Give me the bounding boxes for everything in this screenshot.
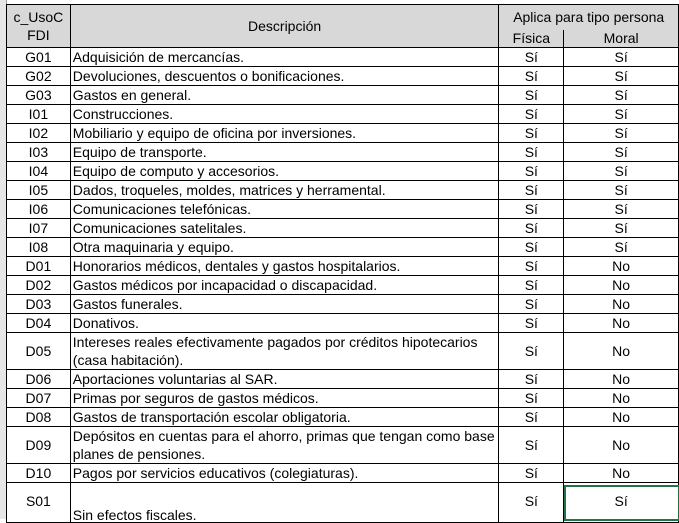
- table-row: [7, 276, 679, 295]
- moral-cell[interactable]: Sí: [564, 48, 679, 67]
- description-cell[interactable]: Primas por seguros de gastos médicos.: [70, 389, 499, 408]
- applies-group-header-label: Aplica para tipo persona: [513, 8, 665, 25]
- description-cell[interactable]: Otra maquinaria y equipo.: [70, 238, 499, 257]
- description-cell[interactable]: Dados, troqueles, moldes, matrices y herramental.: [70, 181, 499, 200]
- moral-cell[interactable]: Sí: [564, 181, 679, 200]
- description-cell[interactable]: Pagos por servicios educativos (colegiaturas).: [70, 464, 499, 483]
- moral-cell[interactable]: Sí: [564, 200, 679, 219]
- code-cell[interactable]: G02: [7, 67, 71, 86]
- description-cell[interactable]: Construcciones.: [70, 105, 499, 124]
- description-cell[interactable]: Intereses reales efectivamente pagados por créditos hipotecarios (casa habitación).: [70, 333, 499, 370]
- table-row: [7, 408, 679, 427]
- code-cell[interactable]: I06: [7, 200, 71, 219]
- description-cell[interactable]: Gastos en general.: [70, 86, 499, 105]
- table-row: [7, 124, 679, 143]
- description-cell[interactable]: Devoluciones, descuentos o bonificaciones.: [70, 67, 499, 86]
- table-row: [7, 143, 679, 162]
- code-cell[interactable]: D04: [7, 314, 71, 333]
- moral-cell[interactable]: Sí: [564, 105, 679, 124]
- fisica-cell[interactable]: Sí: [499, 238, 564, 257]
- moral-cell[interactable]: Sí: [564, 124, 679, 143]
- fisica-cell[interactable]: Sí: [499, 370, 564, 389]
- table-row: [7, 427, 679, 464]
- moral-cell[interactable]: No: [564, 427, 679, 464]
- table-row: [7, 295, 679, 314]
- moral-cell[interactable]: Sí: [564, 483, 679, 523]
- fisica-cell[interactable]: Sí: [499, 464, 564, 483]
- code-cell[interactable]: D02: [7, 276, 71, 295]
- moral-cell[interactable]: No: [564, 389, 679, 408]
- description-cell[interactable]: Gastos funerales.: [70, 295, 499, 314]
- code-cell[interactable]: D09: [7, 427, 71, 464]
- moral-cell[interactable]: Sí: [564, 86, 679, 105]
- code-cell[interactable]: G03: [7, 86, 71, 105]
- code-cell[interactable]: I05: [7, 181, 71, 200]
- table-row: [7, 67, 679, 86]
- table-row: [7, 181, 679, 200]
- description-cell[interactable]: Mobiliario y equipo de oficina por inversiones.: [70, 124, 499, 143]
- code-cell[interactable]: I04: [7, 162, 71, 181]
- moral-cell[interactable]: Sí: [564, 143, 679, 162]
- description-cell[interactable]: Sin efectos fiscales.: [70, 483, 499, 523]
- code-cell[interactable]: D08: [7, 408, 71, 427]
- table-row: [7, 238, 679, 257]
- fisica-cell[interactable]: Sí: [499, 86, 564, 105]
- fisica-cell[interactable]: Sí: [499, 314, 564, 333]
- moral-cell[interactable]: Sí: [564, 238, 679, 257]
- description-cell[interactable]: Comunicaciones telefónicas.: [70, 200, 499, 219]
- applies-group-header[interactable]: [499, 5, 679, 30]
- fisica-cell[interactable]: Sí: [499, 162, 564, 181]
- code-cell[interactable]: I08: [7, 238, 71, 257]
- description-cell[interactable]: Equipo de computo y accesorios.: [70, 162, 499, 181]
- table-row: [7, 314, 679, 333]
- description-cell[interactable]: Equipo de transporte.: [70, 143, 499, 162]
- table-row: [7, 105, 679, 124]
- table-row: [7, 389, 679, 408]
- description-cell[interactable]: Comunicaciones satelitales.: [70, 219, 499, 238]
- fisica-cell[interactable]: Sí: [499, 219, 564, 238]
- description-column-header[interactable]: [70, 5, 499, 48]
- code-cell[interactable]: S01: [7, 483, 71, 523]
- code-cell[interactable]: D06: [7, 370, 71, 389]
- moral-cell[interactable]: No: [564, 464, 679, 483]
- table-row: [7, 200, 679, 219]
- code-cell[interactable]: I01: [7, 105, 71, 124]
- moral-column-header-label: Moral: [603, 29, 639, 46]
- table-row: [7, 219, 679, 238]
- description-cell[interactable]: Honorarios médicos, dentales y gastos hospitalarios.: [70, 257, 499, 276]
- fisica-cell[interactable]: Sí: [499, 427, 564, 464]
- fisica-cell[interactable]: Sí: [499, 200, 564, 219]
- fisica-cell[interactable]: Sí: [499, 389, 564, 408]
- code-cell[interactable]: I03: [7, 143, 71, 162]
- fisica-cell[interactable]: Sí: [499, 408, 564, 427]
- fisica-cell[interactable]: Sí: [499, 483, 564, 523]
- description-cell[interactable]: Donativos.: [70, 314, 499, 333]
- moral-cell[interactable]: Sí: [564, 67, 679, 86]
- moral-cell[interactable]: No: [564, 276, 679, 295]
- fisica-cell[interactable]: Sí: [499, 143, 564, 162]
- moral-cell[interactable]: No: [564, 314, 679, 333]
- table-row: [7, 48, 679, 67]
- fisica-cell[interactable]: Sí: [499, 105, 564, 124]
- moral-cell[interactable]: No: [564, 295, 679, 314]
- code-cell[interactable]: D05: [7, 333, 71, 370]
- table-row: [7, 333, 679, 370]
- code-column-header[interactable]: [7, 5, 71, 48]
- code-column-header-label: c_UsoC FDI: [13, 9, 64, 43]
- fisica-cell[interactable]: Sí: [499, 257, 564, 276]
- description-cell[interactable]: Aportaciones voluntarias al SAR.: [70, 370, 499, 389]
- moral-cell[interactable]: No: [564, 257, 679, 276]
- fisica-cell[interactable]: Sí: [499, 124, 564, 143]
- moral-cell[interactable]: No: [564, 370, 679, 389]
- fisica-cell[interactable]: Sí: [499, 181, 564, 200]
- table-row: [7, 86, 679, 105]
- code-cell[interactable]: D07: [7, 389, 71, 408]
- description-cell[interactable]: Gastos médicos por incapacidad o discapacidad.: [70, 276, 499, 295]
- description-cell[interactable]: Gastos de transportación escolar obligatoria.: [70, 408, 499, 427]
- uso-cfdi-table: [6, 4, 679, 523]
- description-cell[interactable]: Adquisición de mercancías.: [70, 48, 499, 67]
- fisica-column-header[interactable]: [499, 30, 564, 48]
- moral-cell[interactable]: No: [564, 333, 679, 370]
- code-cell[interactable]: I07: [7, 219, 71, 238]
- table-row: [7, 370, 679, 389]
- code-cell[interactable]: D10: [7, 464, 71, 483]
- fisica-column-header-label: Física: [512, 29, 550, 46]
- moral-column-header[interactable]: [564, 30, 679, 48]
- description-column-header-label: Descripción: [248, 17, 322, 34]
- table-row: [7, 464, 679, 483]
- fisica-cell[interactable]: Sí: [499, 295, 564, 314]
- table-row: [7, 257, 679, 276]
- fisica-cell[interactable]: Sí: [499, 276, 564, 295]
- moral-cell[interactable]: Sí: [564, 162, 679, 181]
- fisica-cell[interactable]: Sí: [499, 333, 564, 370]
- code-cell[interactable]: D01: [7, 257, 71, 276]
- description-cell[interactable]: Depósitos en cuentas para el ahorro, primas que tengan como base planes de pensiones.: [70, 427, 499, 464]
- code-cell[interactable]: G01: [7, 48, 71, 67]
- code-cell[interactable]: I02: [7, 124, 71, 143]
- fisica-cell[interactable]: Sí: [499, 48, 564, 67]
- table-row: [7, 483, 679, 523]
- table-row: [7, 162, 679, 181]
- fisica-cell[interactable]: Sí: [499, 67, 564, 86]
- moral-cell[interactable]: Sí: [564, 219, 679, 238]
- code-cell[interactable]: D03: [7, 295, 71, 314]
- moral-cell[interactable]: No: [564, 408, 679, 427]
